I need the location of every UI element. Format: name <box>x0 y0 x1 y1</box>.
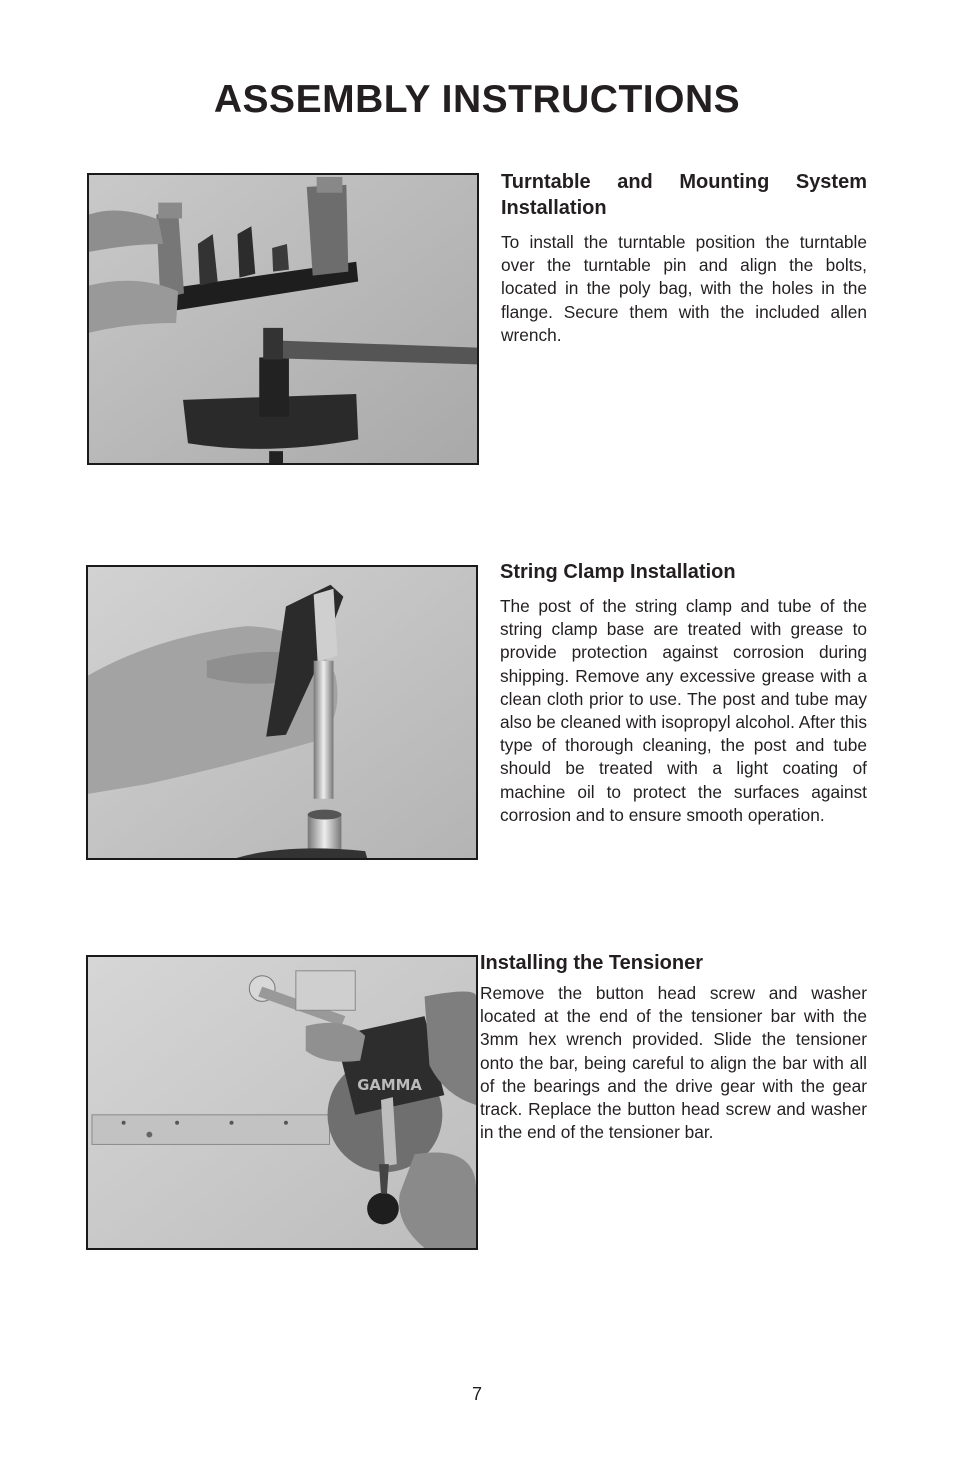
section-heading: Installing the Tensioner <box>480 952 703 974</box>
turntable-mounting-photo <box>87 173 479 465</box>
string-clamp-photo <box>86 565 478 860</box>
page-number: 7 <box>471 1384 482 1404</box>
tensioner-photo <box>86 955 478 1250</box>
section-body: To install the turntable position the turntable over the turntable pin and align the bolts, located in the poly bag, with the holes in the flange. Secure them with the included allen wrench. <box>501 232 867 345</box>
section-string-clamp-text <box>500 559 867 827</box>
gamma-logo: GAMMA <box>357 1077 422 1095</box>
section-heading: String Clamp Installation <box>500 561 736 583</box>
section-body: Remove the button head screw and washer located at the end of the tensioner bar with the 3mm hex wrench provided. Slide the tensioner onto the bar, being careful to align the bar with all of the bearings and the drive gear with the gear track. Replace the button head screw and washer in the end of the tensioner bar. <box>480 983 867 1143</box>
section-heading: Turntable and Mounting System Installation <box>501 171 867 219</box>
section-body: The post of the string clamp and tube of the string clamp base are treated with grease to provide protection against corrosion during shipping. Remove any excessive grease with a clean cloth prior to use. The post and tube may also be cleaned with isopropyl alcohol. After this type of thorough cleaning, the post and tube should be treated with a light coating of machine oil to protect the surfaces against corrosion and to ensure smooth operation. <box>500 596 867 825</box>
section-turntable-text <box>501 169 867 347</box>
section-tensioner-text <box>480 950 867 1144</box>
page-title: ASSEMBLY INSTRUCTIONS <box>213 78 741 121</box>
